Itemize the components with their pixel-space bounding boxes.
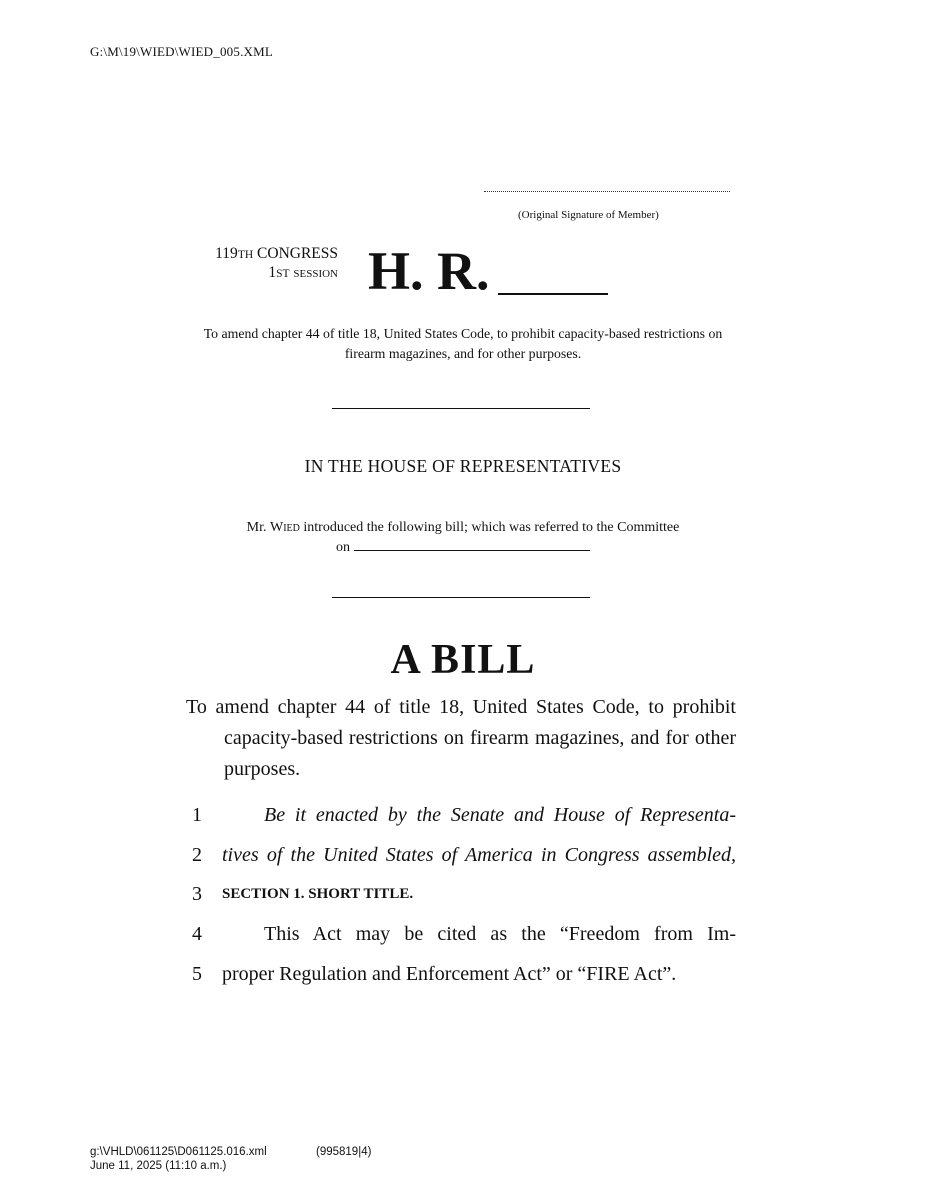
session-line: 1ST session [268, 264, 338, 281]
section-heading: SECTION 1. SHORT TITLE. [222, 886, 414, 902]
line-number: 1 [192, 804, 202, 826]
divider-rule [332, 408, 590, 409]
file-path: G:\M\19\WIED\WIED_005.XML [90, 44, 274, 59]
divider-rule [332, 597, 590, 598]
congress-line: 119TH CONGRESS [215, 245, 338, 262]
bill-line [186, 841, 736, 869]
congress-session-block [140, 245, 338, 283]
bill-line [186, 801, 736, 829]
line-number: 2 [192, 844, 202, 866]
long-purpose: To amend chapter 44 of title 18, United States Code, to prohibit capacity-based restrictions on firearm magazines, and for other purposes. [186, 696, 736, 780]
line-number: 3 [192, 883, 202, 905]
a-bill-heading: A BILL [390, 637, 536, 683]
signature-line [484, 189, 730, 192]
short-purpose: To amend chapter 44 of title 18, United States Code, to prohibit capacity-based restrictions on firearm magazines, and for other purposes. [203, 326, 723, 361]
footer-path: g:\VHLD\061125\D061125.016.xml [90, 1146, 267, 1158]
introduction [186, 518, 740, 558]
section-text: This Act may be cited as the “Freedom from Im- [264, 923, 736, 945]
line-number: 5 [192, 963, 202, 985]
sponsor-name: Wied [270, 520, 300, 535]
bill-line [186, 880, 736, 908]
house-heading: IN THE HOUSE OF REPRESENTATIVES [304, 456, 622, 476]
introduction-line: Mr. Wied introduced the following bill; which was referred to the Committee [246, 520, 680, 535]
bill-number-title: H. R. [368, 241, 490, 301]
enacting-clause: tives of the United States of America in Congress assembled, [222, 844, 736, 866]
bill-line [186, 920, 736, 948]
signature-caption: (Original Signature of Member) [518, 209, 659, 221]
line-number: 4 [192, 923, 202, 945]
enacting-clause: Be it enacted by the Senate and House of Representa- [264, 804, 736, 826]
bill-line [186, 960, 736, 988]
section-text: proper Regulation and Enforcement Act” or “FIRE Act”. [222, 963, 677, 985]
footer-doc-id: (995819|4) [316, 1146, 372, 1158]
committee-blank [354, 538, 590, 551]
footer-timestamp: June 11, 2025 (11:10 a.m.) [90, 1160, 227, 1172]
bill-number-blank [498, 293, 608, 295]
committee-line: on [186, 538, 740, 558]
